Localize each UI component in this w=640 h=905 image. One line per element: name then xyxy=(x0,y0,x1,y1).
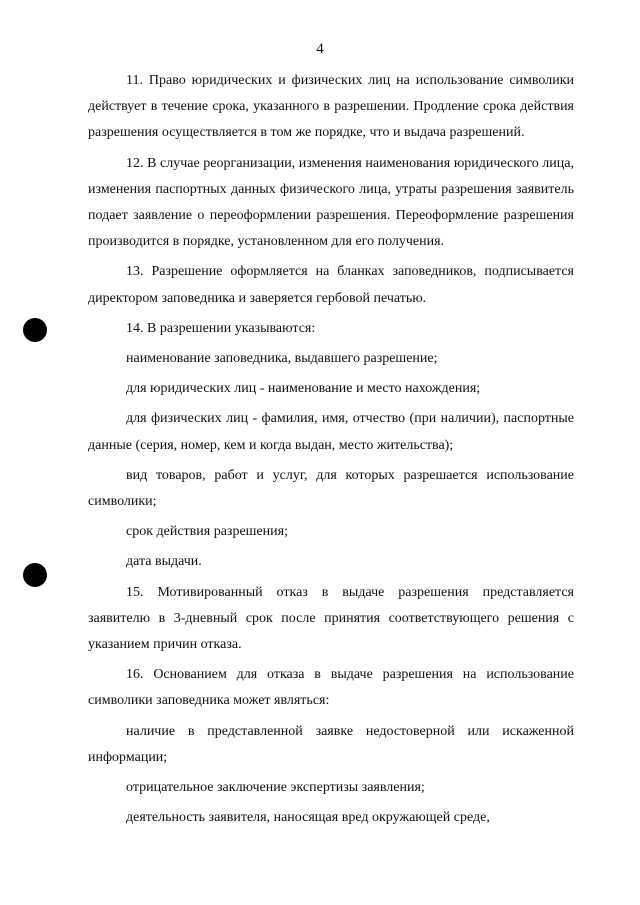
punch-hole-top xyxy=(23,318,47,342)
paragraph-14: 14. В разрешении указываются: xyxy=(126,320,316,336)
punch-hole-bottom xyxy=(23,563,47,587)
paragraph-12: 12. В случае реорганизации, изменения наименования юридического лица, изменения паспортных данных физического лица, утраты разрешения заявитель подает заявление о переоформлении разрешения. Переоформление разрешения производится в порядке, установленном для его получения. xyxy=(88,155,574,250)
document-body xyxy=(88,68,574,835)
list-item-negative-expertise: отрицательное заключение экспертизы заявления; xyxy=(126,780,425,796)
list-item-issue-date: дата выдачи. xyxy=(126,554,202,570)
paragraph-11: 11. Право юридических и физических лиц на использование символики действует в течение срока, указанного в разрешении. Продление срока действия разрешения осуществляется в том же порядке, что и выдача разрешений. xyxy=(88,73,574,141)
list-item-false-info: наличие в представленной заявке недостоверной или искаженной информации; xyxy=(88,723,574,765)
list-item-legal-entities: для юридических лиц - наименование и место нахождения; xyxy=(126,381,481,397)
list-item-individuals: для физических лиц - фамилия, имя, отчество (при наличии), паспортные данные (серия, номер, кем и когда выдан, место жительства); xyxy=(88,411,574,453)
paragraph-13: 13. Разрешение оформляется на бланках заповедников, подписывается директором заповедника и заверяется гербовой печатью. xyxy=(88,264,574,306)
page-number: 4 xyxy=(316,41,324,57)
paragraph-15: 15. Мотивированный отказ в выдаче разрешения представляется заявителю в 3-дневный срок после принятия соответствующего решения с указанием причин отказа. xyxy=(88,584,574,653)
list-item-reserve-name: наименование заповедника, выдавшего разрешение; xyxy=(126,351,438,367)
list-item-goods-services: вид товаров, работ и услуг, для которых разрешается использование символики; xyxy=(88,467,574,510)
list-item-harmful-activity: деятельность заявителя, наносящая вред окружающей среде, xyxy=(126,810,490,826)
list-item-validity-period: срок действия разрешения; xyxy=(126,524,288,540)
paragraph-16: 16. Основанием для отказа в выдаче разрешения на использование символики заповедника может являться: xyxy=(88,667,574,709)
